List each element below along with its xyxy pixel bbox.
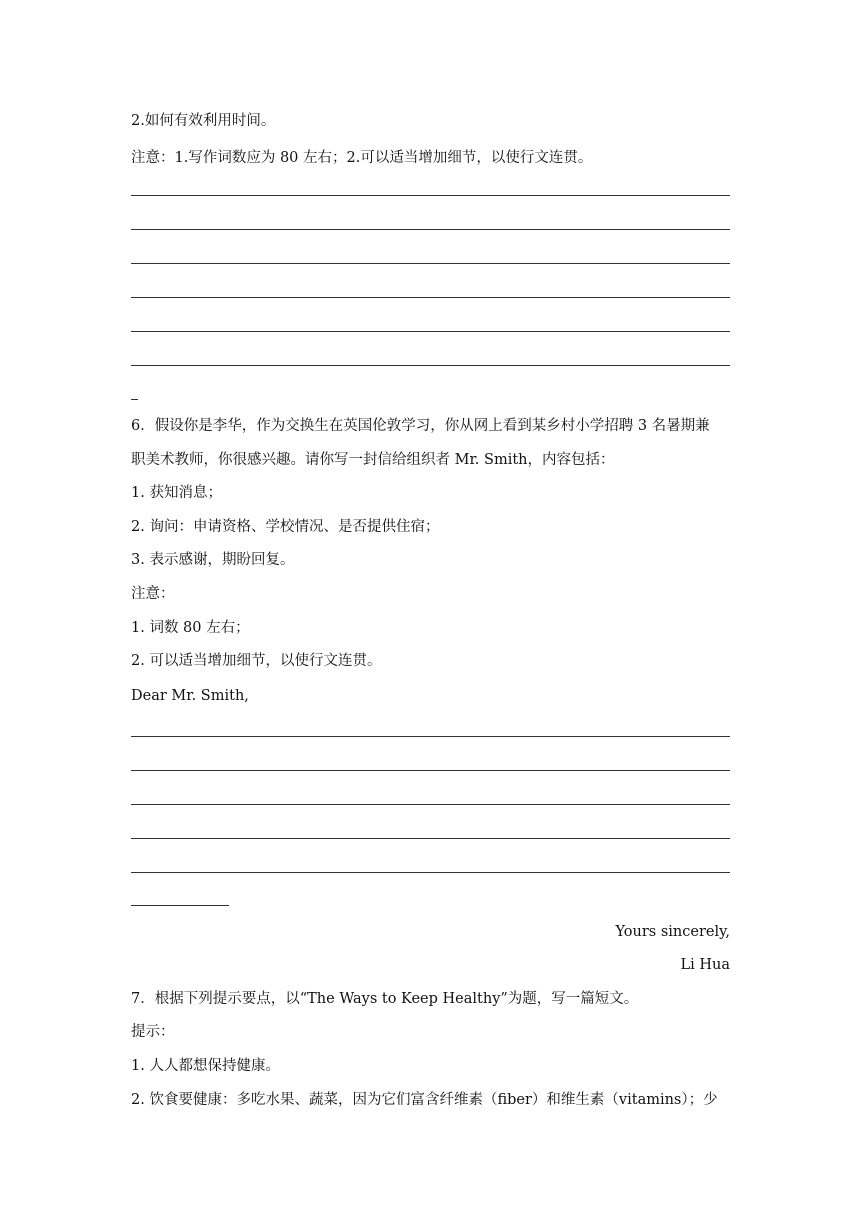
q6-prompt-line-1: 6．假设你是李华，作为交换生在英国伦敦学习，你从网上看到某乡村小学招聘 3 名暑期兼 — [131, 418, 710, 434]
letter-closing: Yours sincerely, — [615, 924, 730, 940]
answer-line — [131, 770, 730, 771]
answer-line — [131, 838, 730, 839]
q6-item-1: 1. 获知消息； — [131, 485, 222, 501]
answer-line-end — [131, 905, 229, 906]
answer-line — [131, 263, 730, 264]
answer-line — [131, 804, 730, 805]
q6-note-1: 1. 词数 80 左右； — [131, 620, 250, 636]
q6-note-2: 2. 可以适当增加细节，以使行文连贯。 — [131, 653, 382, 669]
answer-line — [131, 297, 730, 298]
q6-note-label: 注意： — [131, 586, 175, 602]
q7-hint-2: 2. 饮食要健康：多吃水果、蔬菜，因为它们富含纤维素（fiber）和维生素（vitamins）；少 — [131, 1092, 718, 1108]
letter-signature: Li Hua — [680, 957, 730, 973]
q6-item-3: 3. 表示感谢，期盼回复。 — [131, 552, 295, 568]
answer-line-end — [131, 399, 138, 400]
answer-line — [131, 195, 730, 196]
q5-note: 注意：1.写作词数应为 80 左右；2.可以适当增加细节，以使行文连贯。 — [131, 150, 593, 166]
answer-line — [131, 365, 730, 366]
q7-hint-label: 提示： — [131, 1024, 175, 1040]
q6-item-2: 2. 询问：申请资格、学校情况、是否提供住宿； — [131, 519, 440, 535]
answer-line — [131, 736, 730, 737]
q7-prompt: 7．根据下列提示要点，以“The Ways to Keep Healthy”为题，写一篇短文。 — [131, 991, 639, 1007]
answer-line — [131, 872, 730, 873]
q7-hint-1: 1. 人人都想保持健康。 — [131, 1058, 280, 1074]
q6-prompt-line-2: 职美术教师，你很感兴趣。请你写一封信给组织者 Mr. Smith，内容包括： — [131, 452, 615, 468]
q5-point-2: 2.如何有效利用时间。 — [131, 113, 276, 129]
answer-line — [131, 229, 730, 230]
answer-line — [131, 331, 730, 332]
letter-salutation: Dear Mr. Smith, — [131, 688, 249, 704]
